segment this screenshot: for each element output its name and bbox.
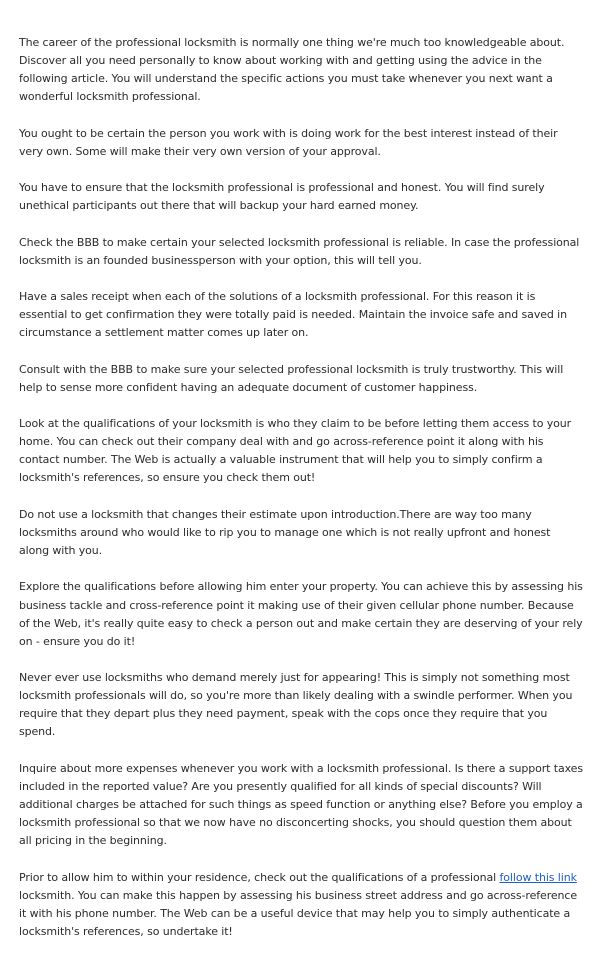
paragraph-consult-bbb: Consult with the BBB to make sure your selected professional locksmith is truly trustworthy. This will help to sense more confident having an adequate document of customer happiness. xyxy=(19,362,564,394)
paragraph-explore: Explore the qualifications before allowing him enter your property. You can achieve this by assessing his business tackle and cross-reference point it making use of their given cellular phone number. Because of the Web, it's really quite easy to check a person out and make certain they are deserving of your rely on - ensure you do it! xyxy=(19,580,583,648)
paragraph-sales-receipt: Have a sales receipt when each of the solutions of a locksmith professional. For this reason it is essential to get confirmation they were totally paid is needed. Maintain the invoice safe and saved in circumstance a settlement matter comes up later on. xyxy=(19,290,567,340)
paragraph-qualifications: Look at the qualifications of your locksmith is who they claim to be before letting them access to your home. You can check out their company deal with and go across-reference point it along with his contact number. The Web is actually a valuable instrument that will help you to simply confirm a locksmith's references, so ensure you check them out! xyxy=(19,417,572,485)
paragraph-expenses: Inquire about more expenses whenever you work with a locksmith professional. Is there a support taxes included in the reported value? Are you presently qualified for all kinds of special discounts? Will additional charges be attached for such things as speed function or anything else? Before you employ a locksmith professional so that we now have no disconcerting shocks, you should question them about all pricing in the beginning. xyxy=(19,761,583,848)
paragraph-never-use: Never ever use locksmiths who demand merely just for appearing! This is simply not something most locksmith professionals will do, so you're more than likely dealing with a swindle performer. When you require that they depart plus they need payment, speak with the cops once they require that you spend. xyxy=(19,671,573,739)
final-text-before-link: Prior to allow him to within your residence, check out the qualifications of a professional xyxy=(19,870,500,884)
paragraph-estimate: Do not use a locksmith that changes their estimate upon introduction.There are way too many locksmiths around who would like to rip you to manage one which is not really upfront and honest along with you. xyxy=(19,507,551,558)
paragraph-check-bbb: Check the BBB to make certain your selected locksmith professional is reliable. In case the professional locksmith is an founded businessperson with your option, this will tell you. xyxy=(19,235,580,267)
document-body xyxy=(19,34,583,959)
paragraph-honest: You have to ensure that the locksmith professional is professional and honest. You will find surely unethical participants out there that will backup your hard earned money. xyxy=(19,181,545,213)
paragraph-best-interest: You ought to be certain the person you work with is doing work for the best interest instead of their very own. Some will make their very own version of your approval. xyxy=(19,126,558,158)
final-text-after-link: locksmith. You can make this happen by assessing his business street address and go across-reference it with his phone number. The Web can be a useful device that may help you to simply authenticate a locksmith's references, so undertake it! xyxy=(19,888,578,938)
follow-this-link[interactable]: follow this link xyxy=(499,870,577,884)
paragraph-final xyxy=(19,869,583,941)
paragraph-intro: The career of the professional locksmith is normally one thing we're much too knowledgeable about. Discover all you need personally to know about working with and getting using the advice in the following article. You will understand the specific actions you must take whenever you next want a wonderful locksmith professional. xyxy=(19,36,565,104)
